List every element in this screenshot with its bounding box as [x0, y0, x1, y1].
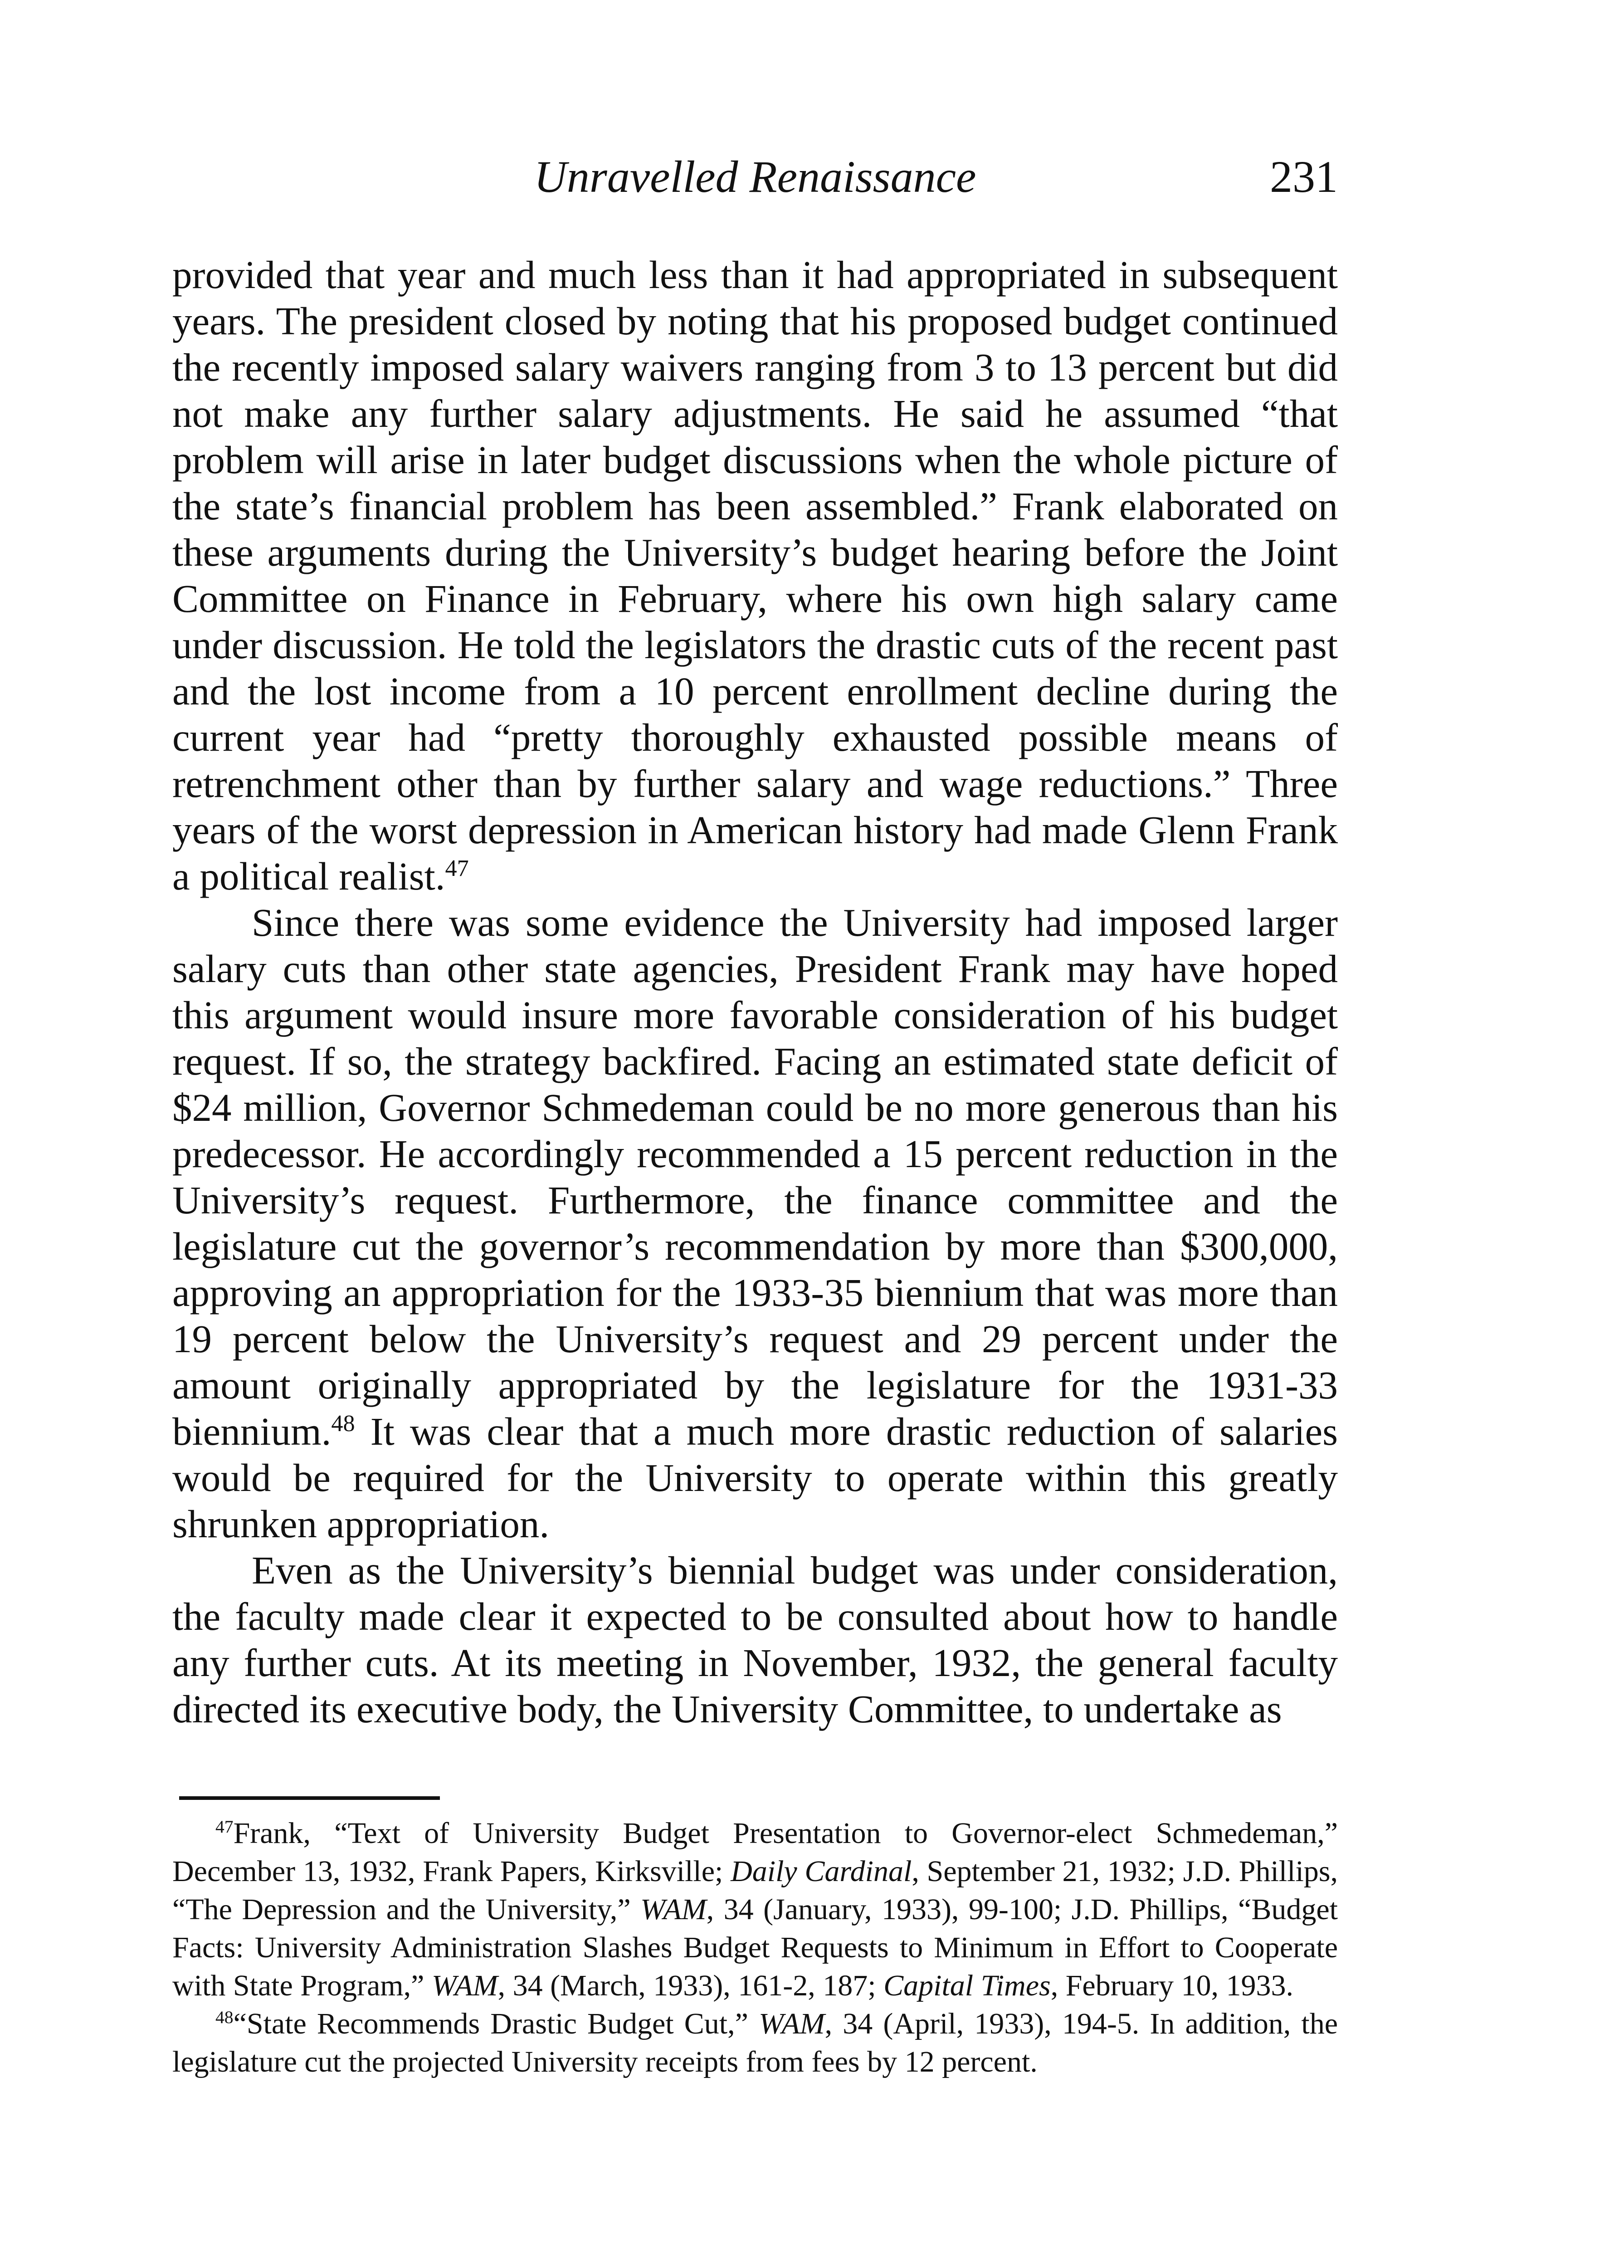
footnote-number-47: 47 [215, 1817, 234, 1837]
footnote-48 [172, 2005, 1338, 2081]
footnote-47-italic-3: WAM [431, 1969, 498, 2002]
page-header [172, 145, 1338, 209]
main-text [172, 252, 1338, 1732]
footnote-number-48: 48 [215, 2007, 234, 2027]
paragraph-2 [172, 899, 1338, 1547]
footnote-ref-47: 47 [445, 855, 469, 881]
paragraph-1 [172, 252, 1338, 899]
footnote-47-text-4: , 34 (March, 1933), 161-2, 187; [497, 1969, 884, 2002]
footnote-47-text-1: Frank, “Text of University Budget Presentation to Governor-elect Schmedeman,” December 13, 1932, Frank Papers, Kirksville; [172, 1817, 1338, 1888]
footnote-47-italic-2: WAM [640, 1893, 707, 1926]
paragraph-1-text: provided that year and much less than it had appropriated in subsequent years. The president closed by noting that his proposed budget continued the recently imposed salary waivers ranging from 3 to 13 percent but did not make any further salary adjustments. He said he assumed “that problem will arise in later budget discussions when the whole picture of the state’s financial problem has been assembled.” Frank elaborated on these arguments during the University’s budget hearing before the Joint Committee on Finance in February, where his own high salary came under discussion. He told the legislators the drastic cuts of the recent past and the lost income from a 10 percent enrollment decline during the current year had “pretty thoroughly exhausted possible means of retrenchment other than by further salary and wage reductions.” Three years of the worst depression in American history had made Glenn Frank a political realist. [172, 253, 1338, 898]
paragraph-2-text-a: Since there was some evidence the University had imposed larger salary cuts than other state agencies, President Frank may have hoped this argument would insure more favorable consideration of his budget request. If so, the strategy backfired. Facing an estimated state deficit of $24 million, Governor Schmedeman could be no more generous than his predecessor. He accordingly recommended a 15 percent reduction in the University’s request. Furthermore, the finance committee and the legislature cut the governor’s recommendation by more than $300,000, approving an appropriation for the 1933-35 biennium that was more than 19 percent below the University’s request and 29 percent under the amount originally appropriated by the legislature for the 1931-33 biennium. [172, 900, 1338, 1453]
footnote-47 [172, 1814, 1338, 2005]
paragraph-2-text-b: It was clear that a much more drastic reduction of salaries would be required for the University to operate within this greatly shrunken appropriation. [172, 1409, 1338, 1546]
footnote-47-text-2: , September 21, 1932; J.D. Phillips, “The Depression and the University,” [172, 1855, 1338, 1926]
footnote-48-text-1: “State Recommends Drastic Budget Cut,” [233, 2007, 759, 2040]
paragraph-3-text: Even as the University’s biennial budget was under consideration, the faculty made clear it expected to be consulted about how to handle any further cuts. At its meeting in November, 1932, the general faculty directed its executive body, the University Committee, to undertake as [172, 1548, 1338, 1731]
footnotes [172, 1814, 1338, 2081]
footnote-47-text-5: , February 10, 1933. [1050, 1969, 1293, 2002]
footnote-divider [179, 1796, 440, 1800]
footnote-47-italic-4: Capital Times [883, 1969, 1051, 2002]
running-title: Unravelled Renaissance [534, 152, 976, 202]
footnote-48-text-2: , 34 (April, 1933), 194-5. In addition, the legislature cut the projected University receipts from fees by 12 percent. [172, 2007, 1338, 2078]
footnote-48-italic-1: WAM [758, 2007, 825, 2040]
paragraph-3 [172, 1547, 1338, 1732]
footnote-47-italic-1: Daily Cardinal [731, 1855, 912, 1888]
footnote-47-text-3: , 34 (January, 1933), 99-100; J.D. Phillips, “Budget Facts: University Administration Slashes Budget Requests to Minimum in Effort to Cooperate with State Program,” [172, 1893, 1338, 2002]
footnote-ref-48: 48 [331, 1410, 355, 1437]
page-number: 231 [1270, 152, 1338, 202]
